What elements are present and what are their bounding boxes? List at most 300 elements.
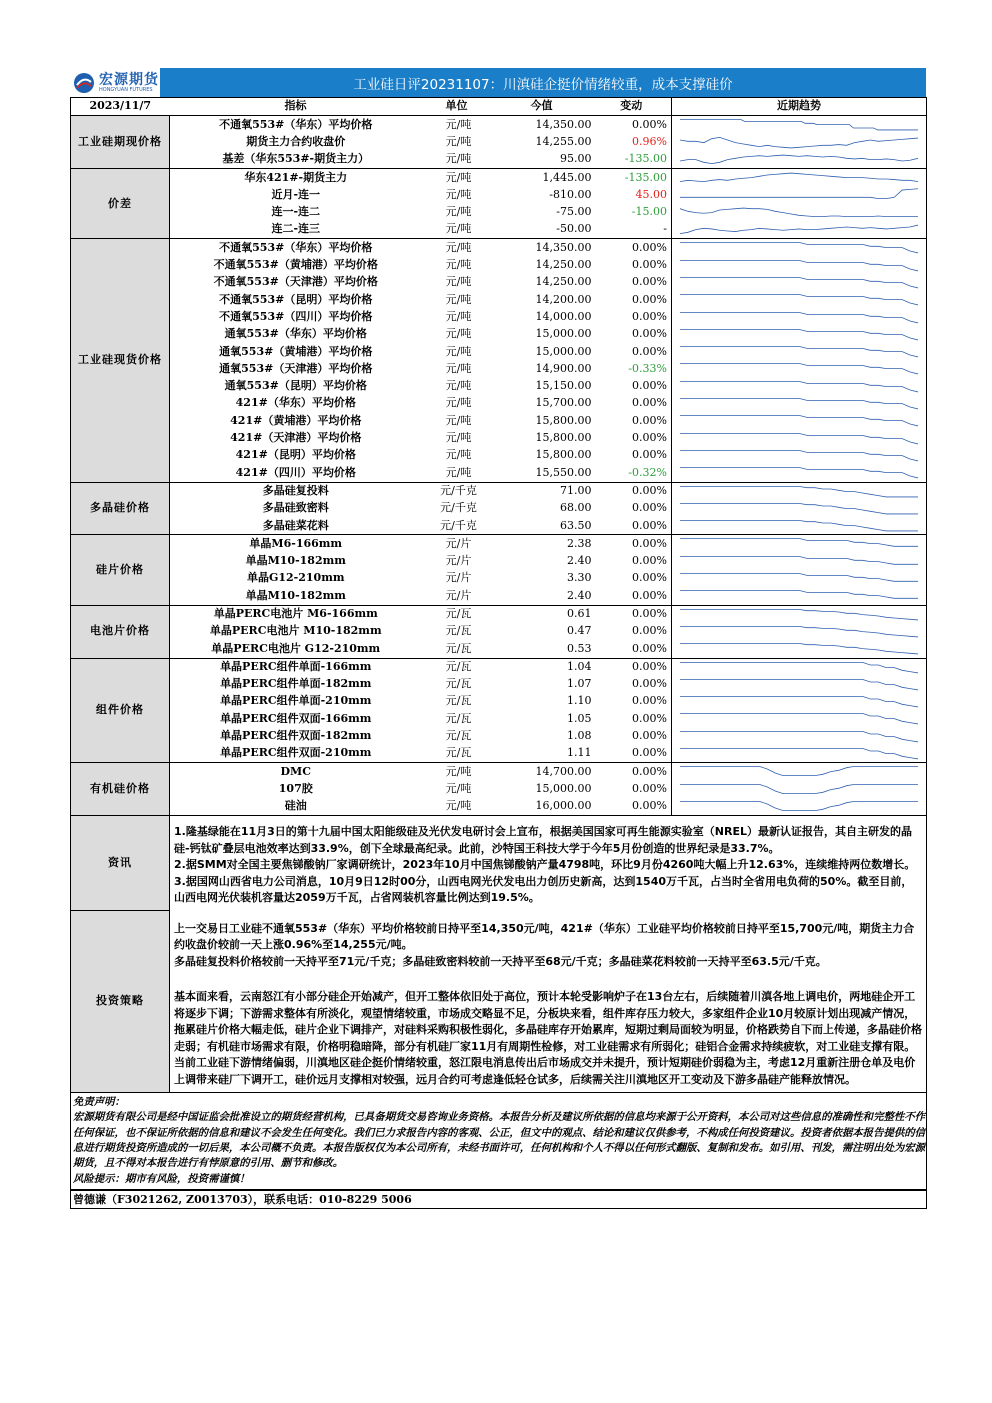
report-sheet — [70, 68, 926, 1209]
trend-sparkline — [672, 447, 927, 464]
sparkline-line — [680, 347, 918, 358]
current-value: 63.50 — [492, 517, 592, 535]
current-value: 16,000.00 — [492, 798, 592, 816]
indicator-name: 多晶硅致密料 — [262, 501, 329, 515]
trend-sparkline — [672, 570, 927, 587]
category-label: 多晶硅价格 — [71, 482, 170, 535]
sparkline-line — [680, 520, 918, 531]
current-value: 14,255.00 — [535, 134, 592, 148]
current-value: 15,000.00 — [535, 344, 592, 358]
unit: 元/千克 — [440, 483, 477, 497]
indicator-name: 连一-连二 — [271, 205, 321, 219]
trend-sparkline — [672, 798, 927, 816]
unit: 元/瓦 — [445, 607, 472, 620]
current-value: 15,150.00 — [535, 379, 592, 393]
sparkline-line — [680, 748, 918, 759]
current-value: 15,800.00 — [535, 448, 592, 462]
trend-sparkline — [672, 395, 927, 412]
table-row — [71, 169, 927, 187]
unit: 元/片 — [422, 587, 492, 605]
indicator-name: 单晶PERC电池片 G12-210mm — [170, 640, 422, 658]
change-value: 0.00% — [632, 448, 667, 462]
indicator-name: 单晶G12-210mm — [246, 571, 345, 585]
trend-sparkline — [672, 693, 927, 710]
change-value: 0.00% — [632, 659, 667, 673]
unit: 元/瓦 — [445, 694, 472, 708]
sparkline-chart — [672, 640, 926, 657]
unit: 元/吨 — [445, 361, 472, 375]
sparkline-line — [680, 573, 918, 581]
hongyuan-logo-icon — [73, 72, 95, 94]
sparkline-line — [680, 679, 918, 690]
indicator-name: 单晶PERC组件单面-210mm — [220, 694, 372, 708]
indicator-name: 不通氧553#（华东）平均价格 — [219, 117, 373, 131]
sparkline-chart — [672, 659, 926, 676]
sparkline-chart — [672, 378, 926, 395]
trend-sparkline — [672, 587, 927, 605]
sparkline-chart — [672, 693, 926, 710]
trend-sparkline — [672, 151, 927, 169]
col-trend: 近期趋势 — [672, 98, 927, 116]
current-value: 68.00 — [560, 501, 592, 515]
sparkline-line — [680, 137, 918, 148]
table-row — [71, 116, 927, 134]
table-row — [71, 395, 927, 412]
indicator-name: DMC — [280, 764, 311, 778]
sparkline-chart — [672, 395, 926, 412]
change-value: 0.00% — [632, 275, 667, 289]
table-row — [71, 798, 927, 816]
trend-sparkline — [672, 257, 927, 274]
change-value: 0.00% — [632, 327, 667, 341]
current-value: 2.40 — [567, 554, 592, 568]
price-table — [70, 97, 927, 816]
unit: 元/吨 — [445, 134, 472, 148]
sparkline-chart — [672, 517, 926, 534]
unit: 元/瓦 — [445, 711, 472, 725]
change-value: 0.00% — [632, 677, 667, 691]
change-value: 0.00% — [632, 571, 667, 585]
sparkline-chart — [672, 587, 926, 604]
sparkline-chart — [672, 798, 926, 815]
unit: 元/吨 — [445, 327, 472, 341]
unit: 元/吨 — [445, 292, 472, 306]
sparkline-line — [680, 173, 918, 182]
indicator-name: 通氧553#（昆明）平均价格 — [224, 379, 367, 393]
unit: 元/吨 — [445, 431, 472, 445]
trend-sparkline — [672, 430, 927, 447]
sparkline-line — [680, 609, 918, 620]
news-paragraph: 3.据国网山西省电力公司消息，10月9日12时00分，山西电网光伏发电出力创历史新高，达到1540万千瓦，占当时全省用电负荷的50%。截至目前，山西电网光伏装机容量达2059万千瓦，占省网装机容量比例达到19.5%。 — [174, 874, 913, 905]
change-value: 0.00% — [632, 501, 667, 515]
trend-sparkline — [672, 326, 927, 343]
change-value: 0.00% — [632, 711, 667, 725]
col-indicator: 指标 — [170, 98, 422, 116]
indicator-name: 单晶PERC组件双面-166mm — [220, 711, 372, 725]
table-row — [71, 257, 927, 274]
sparkline-chart — [672, 606, 926, 623]
unit: 元/瓦 — [422, 745, 492, 763]
sparkline-chart — [672, 500, 926, 517]
change-value: 0.00% — [632, 781, 667, 795]
strategy-content — [170, 911, 927, 1093]
trend-sparkline — [672, 553, 927, 570]
table-row — [71, 430, 927, 447]
change-value: 0.00% — [632, 258, 667, 272]
current-value: 15,800.00 — [535, 431, 592, 445]
current-value: 1.07 — [567, 677, 592, 691]
indicator-name: 不通氧553#（华东）平均价格 — [219, 240, 373, 254]
current-value: 15,000.00 — [535, 781, 592, 795]
table-row — [71, 343, 927, 360]
sparkline-line — [680, 662, 918, 673]
news-content — [170, 816, 927, 911]
sparkline-chart — [672, 728, 926, 745]
current-value: 14,250.00 — [535, 275, 592, 289]
change-value: 0.00% — [632, 240, 667, 254]
current-value: 95.00 — [492, 151, 592, 169]
sparkline-chart — [672, 710, 926, 727]
change-value: 0.00% — [592, 517, 672, 535]
table-row — [71, 517, 927, 535]
unit: 元/吨 — [445, 379, 472, 393]
table-row — [71, 535, 927, 553]
strategy-paragraph: 基本面来看，云南怒江有小部分硅企开始减产，但开工整体依旧处于高位，预计本轮受影响炉子在13台左右，后续随着川滇各地上调电价，两地硅企开工将逐步下调；下游需求整体有所淡化，观望情绪较重，市场成交略显不足，分板块来看，组件库存压力较大，多家组件企业10月较原计划出现减产情况，拖累硅片价格大幅走低，硅片企业下调排产，对硅料采购积极性弱化，多晶硅库存开始累库，短期过剩局面较为明显，价格跌势自下而上传递，多晶硅价格走弱；有机硅市场需求有限，价格明稳暗降，部分有机硅厂家11月有周期性检修，对工业硅需求有所弱化；硅铝合金需求持续疲软，对工业硅支撑有限。 — [174, 990, 922, 1053]
text-table — [70, 816, 927, 1093]
trend-sparkline — [672, 676, 927, 693]
unit: 元/吨 — [445, 117, 472, 131]
unit: 元/片 — [445, 536, 472, 550]
sparkline-line — [680, 364, 918, 375]
current-value: -75.00 — [556, 205, 592, 219]
logo-cn: 宏源期货 — [99, 71, 159, 88]
sparkline-line — [680, 486, 918, 497]
current-value: 14,000.00 — [535, 309, 592, 323]
unit: 元/吨 — [445, 258, 472, 272]
current-value: 1.05 — [567, 711, 592, 725]
sparkline-chart — [672, 447, 926, 464]
sparkline-chart — [672, 360, 926, 377]
indicator-name: 421#（华东）平均价格 — [235, 396, 356, 410]
unit: 元/吨 — [422, 798, 492, 816]
sparkline-line — [680, 120, 918, 131]
table-row — [71, 239, 927, 257]
strategy-paragraph — [174, 970, 922, 989]
change-value: 0.00% — [632, 694, 667, 708]
change-value: - — [592, 221, 672, 239]
change-value: -135.00 — [592, 151, 672, 169]
sparkline-chart — [672, 535, 926, 552]
report-header — [70, 68, 926, 97]
unit: 元/吨 — [445, 240, 472, 254]
current-value: 0.61 — [567, 607, 592, 620]
current-value: 71.00 — [560, 483, 592, 497]
trend-sparkline — [672, 343, 927, 360]
news-section — [71, 816, 927, 911]
sparkline-line — [680, 731, 918, 742]
change-value: 0.00% — [632, 117, 667, 131]
column-header-row — [71, 98, 927, 116]
current-value: 0.53 — [492, 640, 592, 658]
sparkline-chart — [672, 151, 926, 168]
sparkline-line — [680, 416, 918, 427]
sparkline-line — [680, 696, 918, 707]
table-row — [71, 151, 927, 169]
sparkline-line — [680, 295, 918, 306]
table-row — [71, 605, 927, 623]
indicator-name: 多晶硅复投料 — [262, 483, 329, 497]
unit: 元/吨 — [445, 205, 472, 219]
trend-sparkline — [672, 378, 927, 395]
indicator-name: 单晶PERC组件单面-182mm — [220, 677, 372, 691]
indicator-name: 通氧553#（黄埔港）平均价格 — [219, 344, 373, 358]
change-value: 0.00% — [592, 745, 672, 763]
trend-sparkline — [672, 482, 927, 500]
trend-sparkline — [672, 781, 927, 798]
change-value: -135.00 — [624, 170, 667, 184]
indicator-name: 单晶PERC组件双面-182mm — [220, 729, 372, 743]
table-row — [71, 412, 927, 429]
indicator-name: 单晶PERC组件单面-166mm — [220, 659, 372, 673]
logo-en: HONGYUAN FUTURES — [99, 86, 153, 93]
sparkline-line — [680, 556, 918, 564]
col-change: 变动 — [592, 98, 672, 116]
sparkline-line — [680, 591, 918, 599]
table-row — [71, 482, 927, 500]
unit: 元/吨 — [445, 781, 472, 795]
indicator-name: 华东421#-期货主力 — [244, 170, 348, 184]
trend-sparkline — [672, 169, 927, 187]
change-value: 0.00% — [632, 344, 667, 358]
current-value: 15,550.00 — [492, 464, 592, 482]
sparkline-line — [680, 225, 918, 234]
change-value: 0.00% — [632, 624, 667, 638]
unit: 元/吨 — [422, 151, 492, 169]
trend-sparkline — [672, 710, 927, 727]
sparkline-line — [680, 626, 918, 637]
report-date: 2023/11/7 — [71, 98, 170, 116]
unit: 元/瓦 — [445, 729, 472, 743]
strategy-paragraph: 多晶硅复投料价格较前一天持平至71元/千克；多晶硅致密料较前一天持平至68元/千克；多晶硅菜花料较前一天持平至63.5元/千克。 — [174, 954, 827, 968]
table-row — [71, 640, 927, 658]
change-value: 0.00% — [632, 309, 667, 323]
sparkline-line — [680, 801, 918, 810]
sparkline-chart — [672, 412, 926, 429]
indicator-name: 通氧553#（华东）平均价格 — [224, 327, 367, 341]
indicator-name: 单晶M10-182mm — [170, 587, 422, 605]
change-value: 0.00% — [632, 413, 667, 427]
trend-sparkline — [672, 239, 927, 257]
current-value: 1.04 — [567, 659, 592, 673]
table-row — [71, 745, 927, 763]
change-value: 0.00% — [592, 798, 672, 816]
table-row — [71, 763, 927, 781]
unit: 元/片 — [445, 571, 472, 585]
sparkline-chart — [672, 553, 926, 570]
news-paragraph: 1.隆基绿能在11月3日的第十九届中国太阳能级硅及光伏发电研讨会上宣布，根据美国国家可再生能源实验室（NREL）最新认证报告，其自主研发的晶硅-钙钛矿叠层电池效率达到33.9%，创下全球最高纪录。此前，沙特国王科技大学于今年5月份创造的世界纪录是33.7%。 — [174, 825, 912, 855]
news-label: 资讯 — [71, 816, 170, 911]
company-logo — [70, 68, 160, 97]
trend-sparkline — [672, 728, 927, 745]
table-row — [71, 221, 927, 239]
table-row — [71, 309, 927, 326]
category-label: 工业硅现货价格 — [71, 239, 170, 482]
sparkline-chart — [672, 623, 926, 640]
sparkline-line — [680, 189, 918, 199]
indicator-name: 硅油 — [170, 798, 422, 816]
sparkline-chart — [672, 186, 926, 203]
indicator-name: 通氧553#（天津港）平均价格 — [219, 361, 373, 375]
current-value: 1.10 — [567, 694, 592, 708]
sparkline-line — [680, 644, 918, 655]
table-row — [71, 587, 927, 605]
change-value: 0.00% — [632, 483, 667, 497]
indicator-name: 421#（黄埔港）平均价格 — [230, 413, 362, 427]
indicator-name: 连二-连三 — [170, 221, 422, 239]
indicator-name: 多晶硅菜花料 — [170, 517, 422, 535]
unit: 元/吨 — [445, 275, 472, 289]
trend-sparkline — [672, 360, 927, 377]
category-label: 有机硅价格 — [71, 763, 170, 816]
change-value: 0.00% — [632, 729, 667, 743]
current-value: 15,000.00 — [535, 327, 592, 341]
trend-sparkline — [672, 658, 927, 676]
sparkline-chart — [672, 781, 926, 798]
indicator-name: 不通氧553#（昆明）平均价格 — [219, 292, 373, 306]
indicator-name: 近月-连一 — [271, 187, 321, 201]
category-label: 组件价格 — [71, 658, 170, 763]
change-value: 0.00% — [632, 292, 667, 306]
unit: 元/瓦 — [445, 624, 472, 638]
unit: 元/吨 — [445, 170, 472, 184]
table-row — [71, 134, 927, 151]
sparkline-chart — [672, 257, 926, 274]
unit: 元/吨 — [445, 187, 472, 201]
table-row — [71, 186, 927, 203]
trend-sparkline — [672, 464, 927, 482]
category-label: 硅片价格 — [71, 535, 170, 605]
current-value: 14,700.00 — [535, 764, 592, 778]
unit: 元/吨 — [422, 221, 492, 239]
trend-sparkline — [672, 221, 927, 239]
trend-sparkline — [672, 623, 927, 640]
indicator-name: 421#（天津港）平均价格 — [230, 431, 362, 445]
risk-warning: 风险提示：期市有风险，投资需谨慎！ — [73, 1172, 250, 1185]
trend-sparkline — [672, 116, 927, 134]
unit: 元/吨 — [445, 764, 472, 778]
change-value: 0.00% — [632, 764, 667, 778]
unit: 元/千克 — [440, 501, 477, 515]
current-value: 1.11 — [492, 745, 592, 763]
table-row — [71, 710, 927, 727]
disclaimer — [70, 1093, 927, 1190]
change-value: 0.00% — [632, 379, 667, 393]
sparkline-line — [680, 468, 918, 479]
current-value: 14,200.00 — [535, 292, 592, 306]
sparkline-chart — [672, 676, 926, 693]
trend-sparkline — [672, 745, 927, 763]
sparkline-line — [680, 450, 918, 461]
trend-sparkline — [672, 535, 927, 553]
indicator-name: 基差（华东553#-期货主力） — [170, 151, 422, 169]
trend-sparkline — [672, 640, 927, 658]
trend-sparkline — [672, 309, 927, 326]
table-row — [71, 360, 927, 377]
indicator-name: 单晶PERC电池片 M10-182mm — [209, 624, 382, 638]
strategy-section — [71, 911, 927, 1093]
strategy-paragraph: 当前工业硅下游情绪偏弱，川滇地区硅企挺价情绪较重，怒江限电消息传出后市场成交并未提升，预计短期硅价弱稳为主，考虑12月重新注册仓单及电价上调带来硅厂下调开工，硅价远月支撑相对较强，远月合约可考虑逢低轻仓试多，后续需关注川滇地区开工变动及下游多晶硅产能释放情况。 — [174, 1056, 916, 1086]
sparkline-chart — [672, 134, 926, 151]
table-row — [71, 676, 927, 693]
sparkline-chart — [672, 430, 926, 447]
current-value: -50.00 — [492, 221, 592, 239]
sparkline-chart — [672, 343, 926, 360]
unit: 元/吨 — [422, 464, 492, 482]
strategy-paragraph: 上一交易日工业硅不通氧553#（华东）平均价格较前日持平至14,350元/吨，421#（华东）工业硅平均价格较前日持平至15,700元/吨，期货主力合约收盘价较前一天上涨0.96%至14,255元/吨。 — [174, 921, 915, 952]
disclaimer-title: 免责声明： — [73, 1096, 125, 1109]
sparkline-line — [680, 398, 918, 409]
table-row — [71, 378, 927, 395]
change-value: 0.00% — [632, 607, 667, 620]
trend-sparkline — [672, 186, 927, 203]
news-paragraph: 2.据SMM对全国主要焦锑酸钠厂家调研统计，2023年10月中国焦锑酸钠产量4798吨，环比9月份4260吨大幅上升12.63%，连续维持两位数增长。 — [174, 858, 916, 872]
current-value: 14,350.00 — [535, 117, 592, 131]
current-value: 2.40 — [492, 587, 592, 605]
sparkline-chart — [672, 570, 926, 587]
unit: 元/瓦 — [445, 659, 472, 673]
sparkline-line — [680, 277, 918, 288]
analyst-contact: 曾德谦（F3021262, Z0013703），联系电话：010-8229 5006 — [70, 1190, 927, 1209]
table-row — [71, 570, 927, 587]
trend-sparkline — [672, 274, 927, 291]
table-row — [71, 204, 927, 221]
trend-sparkline — [672, 291, 927, 308]
disclaimer-body: 宏源期货有限公司是经中国证监会批准设立的期货经营机构，已具备期货交易咨询业务资格。本报告分析及建议所依据的信息均来源于公开资料，本公司对这些信息的准确性和完整性不作任何保证，也不保证所依据的信息和建议不会发生任何变化。我们已力求报告内容的客观、公正，但文中的观点、结论和建议仅供参考，不构成任何投资建议。投资者依据本报告提供的信息进行期货投资所造成的一切后果，本公司概不负责。本报告版权仅为本公司所有，未经书面许可，任何机构和个人不得以任何形式翻版、复制和发布。如引用、刊发，需注明出处为宏源期货，且不得对本报告进行有悖原意的引用、删节和修改。 — [73, 1111, 926, 1170]
table-row — [71, 553, 927, 570]
trend-sparkline — [672, 517, 927, 535]
unit: 元/千克 — [422, 517, 492, 535]
sparkline-line — [680, 767, 918, 776]
unit: 元/吨 — [445, 413, 472, 427]
trend-sparkline — [672, 500, 927, 517]
change-value: 0.00% — [632, 554, 667, 568]
sparkline-chart — [672, 326, 926, 343]
table-row — [71, 447, 927, 464]
indicator-name: 单晶M6-166mm — [249, 536, 343, 550]
indicator-name: 单晶PERC组件双面-210mm — [170, 745, 422, 763]
sparkline-line — [680, 433, 918, 444]
sparkline-line — [680, 208, 918, 217]
current-value: 1.08 — [567, 729, 592, 743]
table-row — [71, 291, 927, 308]
sparkline-chart — [672, 221, 926, 238]
sparkline-chart — [672, 763, 926, 780]
change-value: 0.00% — [592, 640, 672, 658]
current-value: 2.38 — [567, 536, 592, 550]
sparkline-chart — [672, 291, 926, 308]
sparkline-line — [680, 243, 918, 254]
sparkline-chart — [672, 464, 926, 481]
sparkline-line — [680, 260, 918, 271]
change-value: 45.00 — [635, 187, 667, 201]
indicator-name: 单晶M10-182mm — [245, 554, 346, 568]
current-value: 15,700.00 — [535, 396, 592, 410]
indicator-name: 107胶 — [278, 781, 313, 795]
sparkline-chart — [672, 483, 926, 500]
col-unit: 单位 — [422, 98, 492, 116]
indicator-name: 421#（四川）平均价格 — [170, 464, 422, 482]
current-value: 14,350.00 — [535, 240, 592, 254]
